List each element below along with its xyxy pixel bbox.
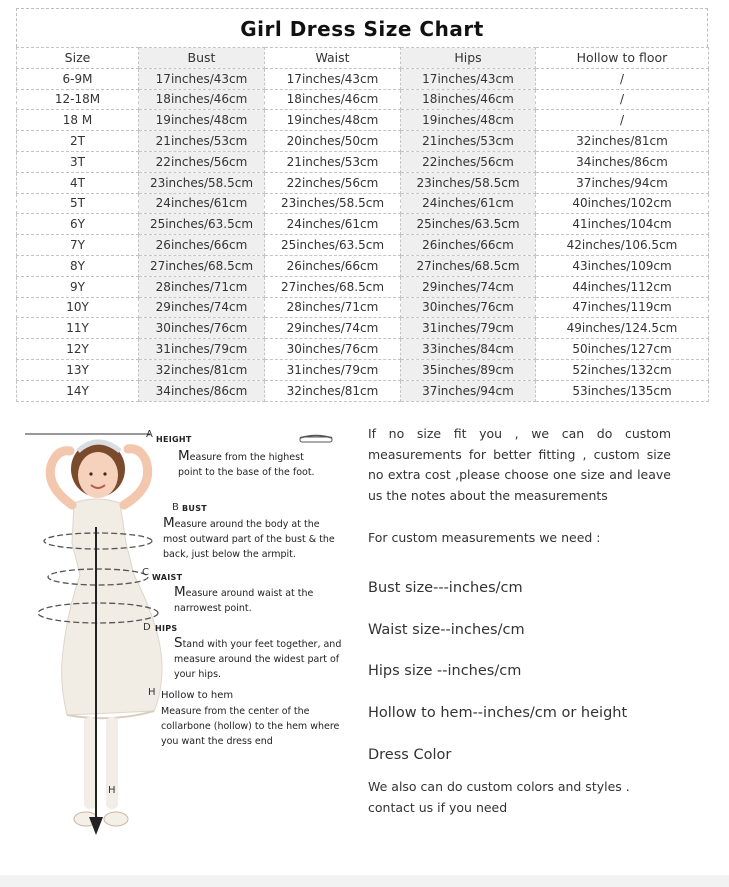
- table-row: [17, 380, 709, 401]
- table-row: [17, 89, 709, 110]
- cell-bust: 21inches/53cm: [139, 131, 265, 152]
- cell-hips: 33inches/84cm: [401, 339, 536, 360]
- cell-bust: 31inches/79cm: [139, 339, 265, 360]
- cell-size: 12Y: [17, 339, 139, 360]
- header-size: Size: [17, 48, 139, 69]
- table-row: [17, 359, 709, 380]
- cell-hips: 22inches/56cm: [401, 151, 536, 172]
- cell-hips: 26inches/66cm: [401, 235, 536, 256]
- table-row: [17, 318, 709, 339]
- header-hollow-to-floor: Hollow to floor: [536, 48, 709, 69]
- cell-hollow-to-floor: /: [536, 110, 709, 131]
- cell-waist: 21inches/53cm: [265, 151, 401, 172]
- table-row: [17, 193, 709, 214]
- cell-size: 9Y: [17, 276, 139, 297]
- cell-hollow-to-floor: 44inches/112cm: [536, 276, 709, 297]
- cell-bust: 23inches/58.5cm: [139, 172, 265, 193]
- cell-size: 2T: [17, 131, 139, 152]
- cell-hollow-to-floor: 53inches/135cm: [536, 380, 709, 401]
- cell-bust: 34inches/86cm: [139, 380, 265, 401]
- cell-waist: 20inches/50cm: [265, 131, 401, 152]
- cell-hips: 35inches/89cm: [401, 359, 536, 380]
- waist-note: Measure around waist at the narrowest point.: [174, 584, 314, 614]
- cell-size: 6-9M: [17, 68, 139, 89]
- table-row: [17, 276, 709, 297]
- cell-hips: 25inches/63.5cm: [401, 214, 536, 235]
- table-header-row: [17, 48, 709, 69]
- cell-waist: 25inches/63.5cm: [265, 235, 401, 256]
- height-heading: HEIGHT: [156, 435, 192, 444]
- bust-heading: BUST: [182, 504, 208, 513]
- waist-heading: WAIST: [152, 573, 183, 582]
- cell-waist: 32inches/81cm: [265, 380, 401, 401]
- cell-hollow-to-floor: 40inches/102cm: [536, 193, 709, 214]
- cell-hollow-to-floor: 47inches/119cm: [536, 297, 709, 318]
- cell-hips: 27inches/68.5cm: [401, 255, 536, 276]
- cell-bust: 25inches/63.5cm: [139, 214, 265, 235]
- header-bust: Bust: [139, 48, 265, 69]
- dress-color-line: Dress Color: [368, 747, 452, 763]
- hollow-note: Measure from the center of the collarbone (hollow) to the hem where you want the dress end: [161, 706, 340, 747]
- custom-intro: If no size fit you , we can do custom measurements for better fitting , custom size no extra cost ,please choose one size and leave us the notes about the measurements: [368, 426, 671, 503]
- hollow-to-hem-line: Hollow to hem--inches/cm or height: [368, 705, 628, 721]
- cell-size: 11Y: [17, 318, 139, 339]
- cell-bust: 26inches/66cm: [139, 235, 265, 256]
- cell-bust: 24inches/61cm: [139, 193, 265, 214]
- cell-waist: 18inches/46cm: [265, 89, 401, 110]
- cell-size: 8Y: [17, 255, 139, 276]
- hollow-letter: H: [148, 687, 156, 698]
- cell-size: 14Y: [17, 380, 139, 401]
- bust-note: Measure around the body at the most outward part of the bust & the back, just below the armpit.: [163, 515, 335, 560]
- cell-waist: 30inches/76cm: [265, 339, 401, 360]
- cell-hips: 17inches/43cm: [401, 68, 536, 89]
- cell-waist: 17inches/43cm: [265, 68, 401, 89]
- table-row: [17, 339, 709, 360]
- cell-waist: 31inches/79cm: [265, 359, 401, 380]
- cell-size: 6Y: [17, 214, 139, 235]
- cell-hollow-to-floor: /: [536, 68, 709, 89]
- cell-hollow-to-floor: 37inches/94cm: [536, 172, 709, 193]
- cell-hips: 24inches/61cm: [401, 193, 536, 214]
- cell-hollow-to-floor: 41inches/104cm: [536, 214, 709, 235]
- cell-waist: 29inches/74cm: [265, 318, 401, 339]
- cell-hips: 18inches/46cm: [401, 89, 536, 110]
- height-note: Measure from the highest point to the base of the foot.: [178, 448, 315, 478]
- waist-letter: C: [142, 567, 149, 578]
- cell-hollow-to-floor: 50inches/127cm: [536, 339, 709, 360]
- table-row: [17, 110, 709, 131]
- cell-bust: 29inches/74cm: [139, 297, 265, 318]
- custom-need: For custom measurements we need :: [368, 530, 601, 545]
- contact-note: We also can do custom colors and styles . contact us if you need: [368, 779, 630, 815]
- cell-waist: 24inches/61cm: [265, 214, 401, 235]
- cell-hips: 21inches/53cm: [401, 131, 536, 152]
- cell-size: 13Y: [17, 359, 139, 380]
- cell-size: 10Y: [17, 297, 139, 318]
- cell-size: 12-18M: [17, 89, 139, 110]
- cell-hips: 31inches/79cm: [401, 318, 536, 339]
- cell-hollow-to-floor: 49inches/124.5cm: [536, 318, 709, 339]
- cell-hollow-to-floor: 32inches/81cm: [536, 131, 709, 152]
- table-row: [17, 151, 709, 172]
- hollow-marker-letter: H: [108, 785, 116, 796]
- cell-bust: 28inches/71cm: [139, 276, 265, 297]
- chart-title: Girl Dress Size Chart: [16, 8, 708, 47]
- cell-size: 4T: [17, 172, 139, 193]
- cell-waist: 19inches/48cm: [265, 110, 401, 131]
- header-hips: Hips: [401, 48, 536, 69]
- cell-waist: 28inches/71cm: [265, 297, 401, 318]
- cell-bust: 17inches/43cm: [139, 68, 265, 89]
- table-row: [17, 235, 709, 256]
- girl-dress-illustration: [22, 425, 352, 840]
- cell-waist: 27inches/68.5cm: [265, 276, 401, 297]
- table-row: [17, 68, 709, 89]
- cell-bust: 30inches/76cm: [139, 318, 265, 339]
- cell-size: 18 M: [17, 110, 139, 131]
- hollow-heading: Hollow to hem: [161, 690, 234, 701]
- table-row: [17, 255, 709, 276]
- cell-hollow-to-floor: 52inches/132cm: [536, 359, 709, 380]
- cell-waist: 22inches/56cm: [265, 172, 401, 193]
- hips-note: Stand with your feet together, and measure around the widest part of your hips.: [174, 635, 342, 680]
- cell-waist: 26inches/66cm: [265, 255, 401, 276]
- header-waist: Waist: [265, 48, 401, 69]
- cell-hips: 37inches/94cm: [401, 380, 536, 401]
- bust-letter: B: [172, 502, 179, 513]
- waist-size-line: Waist size--inches/cm: [368, 622, 525, 638]
- footer-bar: [0, 875, 729, 887]
- cell-hips: 29inches/74cm: [401, 276, 536, 297]
- cell-size: 5T: [17, 193, 139, 214]
- cell-size: 7Y: [17, 235, 139, 256]
- cell-hollow-to-floor: /: [536, 89, 709, 110]
- size-chart: [16, 8, 708, 402]
- cell-hollow-to-floor: 42inches/106.5cm: [536, 235, 709, 256]
- cell-bust: 22inches/56cm: [139, 151, 265, 172]
- cell-bust: 18inches/46cm: [139, 89, 265, 110]
- table-row: [17, 172, 709, 193]
- height-letter: A: [146, 429, 153, 440]
- measurement-figure: [22, 425, 352, 840]
- cell-hollow-to-floor: 43inches/109cm: [536, 255, 709, 276]
- table-row: [17, 297, 709, 318]
- cell-hips: 23inches/58.5cm: [401, 172, 536, 193]
- cell-hips: 30inches/76cm: [401, 297, 536, 318]
- hips-heading: HIPS: [155, 624, 178, 633]
- table-body: [17, 68, 709, 401]
- table-row: [17, 131, 709, 152]
- hips-size-line: Hips size --inches/cm: [368, 663, 522, 679]
- cell-hips: 19inches/48cm: [401, 110, 536, 131]
- cell-size: 3T: [17, 151, 139, 172]
- cell-bust: 27inches/68.5cm: [139, 255, 265, 276]
- size-table: [16, 47, 709, 402]
- hips-letter: D: [143, 622, 151, 633]
- cell-bust: 32inches/81cm: [139, 359, 265, 380]
- cell-waist: 23inches/58.5cm: [265, 193, 401, 214]
- cell-hollow-to-floor: 34inches/86cm: [536, 151, 709, 172]
- cell-bust: 19inches/48cm: [139, 110, 265, 131]
- bust-size-line: Bust size---inches/cm: [368, 580, 523, 596]
- table-row: [17, 214, 709, 235]
